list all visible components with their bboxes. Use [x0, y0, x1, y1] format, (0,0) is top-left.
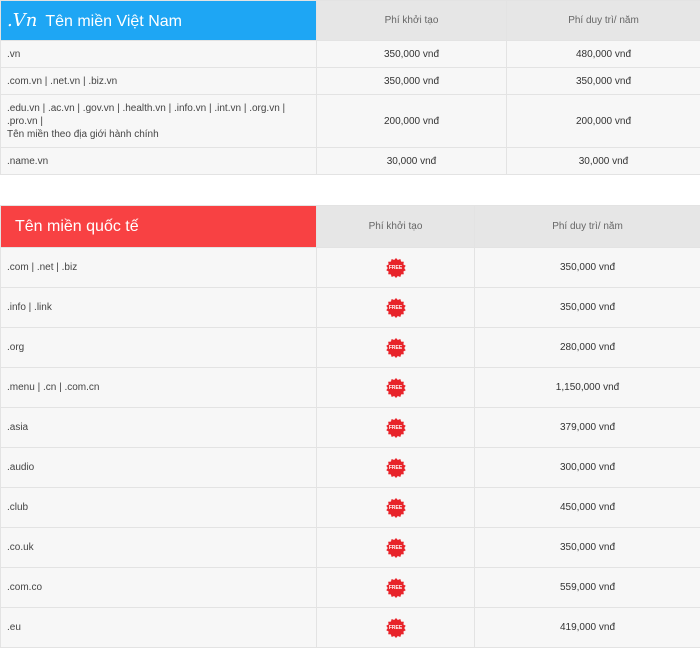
renew-fee: 350,000 vnđ — [475, 528, 700, 568]
table-row — [1, 328, 700, 368]
free-badge-label: FREE — [388, 624, 403, 631]
free-badge-label: FREE — [388, 344, 403, 351]
int-col-renew: Phí duy trì/ năm — [475, 206, 700, 248]
setup-fee: 30,000 vnđ — [317, 148, 507, 175]
setup-fee: 200,000 vnđ — [317, 95, 507, 148]
renew-fee: 1,150,000 vnđ — [475, 368, 700, 408]
domain-name: .org — [1, 328, 317, 368]
free-badge-icon — [386, 338, 406, 358]
renew-fee: 559,000 vnđ — [475, 568, 700, 608]
table-row — [1, 41, 700, 68]
setup-fee — [317, 368, 475, 408]
free-badge-label: FREE — [388, 264, 403, 271]
domain-name: .menu | .cn | .com.cn — [1, 368, 317, 408]
vn-table-title: Tên miền Việt Nam — [45, 13, 182, 30]
table-row — [1, 448, 700, 488]
domain-name-cell — [1, 95, 317, 148]
domain-name: .vn — [1, 41, 317, 68]
int-domain-table — [0, 205, 700, 648]
setup-fee — [317, 328, 475, 368]
renew-fee: 450,000 vnđ — [475, 488, 700, 528]
vn-logo-icon: .Vn — [7, 10, 38, 31]
domain-name: .com.vn | .net.vn | .biz.vn — [1, 68, 317, 95]
free-badge-icon — [386, 618, 406, 638]
setup-fee — [317, 568, 475, 608]
table-row — [1, 248, 700, 288]
setup-fee: 350,000 vnđ — [317, 41, 507, 68]
setup-fee — [317, 528, 475, 568]
renew-fee: 480,000 vnđ — [507, 41, 700, 68]
renew-fee: 30,000 vnđ — [507, 148, 700, 175]
free-badge-label: FREE — [388, 544, 403, 551]
free-badge-icon — [386, 378, 406, 398]
renew-fee: 350,000 vnđ — [475, 248, 700, 288]
table-row — [1, 528, 700, 568]
vn-col-renew: Phí duy trì/ năm — [507, 1, 700, 41]
free-badge-icon — [386, 578, 406, 598]
renew-fee: 300,000 vnđ — [475, 448, 700, 488]
table-row — [1, 148, 700, 175]
table-row — [1, 488, 700, 528]
setup-fee — [317, 288, 475, 328]
free-badge-icon — [386, 418, 406, 438]
setup-fee — [317, 248, 475, 288]
free-badge-icon — [386, 498, 406, 518]
renew-fee: 350,000 vnđ — [475, 288, 700, 328]
renew-fee: 350,000 vnđ — [507, 68, 700, 95]
vn-col-setup: Phí khởi tạo — [317, 1, 507, 41]
domain-name-note: Tên miền theo địa giới hành chính — [7, 128, 159, 140]
free-badge-label: FREE — [388, 424, 403, 431]
renew-fee: 200,000 vnđ — [507, 95, 700, 148]
free-badge-icon — [386, 298, 406, 318]
table-row — [1, 568, 700, 608]
domain-name: .com | .net | .biz — [1, 248, 317, 288]
free-badge-label: FREE — [388, 504, 403, 511]
setup-fee — [317, 448, 475, 488]
renew-fee: 379,000 vnđ — [475, 408, 700, 448]
table-row — [1, 408, 700, 448]
domain-name: .com.co — [1, 568, 317, 608]
free-badge-icon — [386, 538, 406, 558]
vn-domain-table — [0, 0, 700, 175]
free-badge-label: FREE — [388, 464, 403, 471]
table-row — [1, 288, 700, 328]
setup-fee — [317, 488, 475, 528]
free-badge-icon — [386, 458, 406, 478]
table-row — [1, 608, 700, 648]
domain-name: .info | .link — [1, 288, 317, 328]
setup-fee — [317, 608, 475, 648]
domain-name: .audio — [1, 448, 317, 488]
domain-name: .asia — [1, 408, 317, 448]
setup-fee: 350,000 vnđ — [317, 68, 507, 95]
free-badge-icon — [386, 258, 406, 278]
domain-name: .eu — [1, 608, 317, 648]
int-table-title: Tên miền quốc tế — [1, 206, 317, 248]
domain-name: .club — [1, 488, 317, 528]
table-row — [1, 68, 700, 95]
int-col-setup: Phí khởi tạo — [317, 206, 475, 248]
setup-fee — [317, 408, 475, 448]
renew-fee: 419,000 vnđ — [475, 608, 700, 648]
free-badge-label: FREE — [388, 384, 403, 391]
domain-name: .edu.vn | .ac.vn | .gov.vn | .health.vn | .info.vn | .int.vn | .org.vn | .pro.vn | — [7, 102, 286, 127]
free-badge-label: FREE — [388, 584, 403, 591]
renew-fee: 280,000 vnđ — [475, 328, 700, 368]
domain-name: .co.uk — [1, 528, 317, 568]
free-badge-label: FREE — [388, 304, 403, 311]
table-row — [1, 368, 700, 408]
domain-name: .name.vn — [1, 148, 317, 175]
table-row — [1, 95, 700, 148]
vn-table-header — [1, 1, 317, 41]
